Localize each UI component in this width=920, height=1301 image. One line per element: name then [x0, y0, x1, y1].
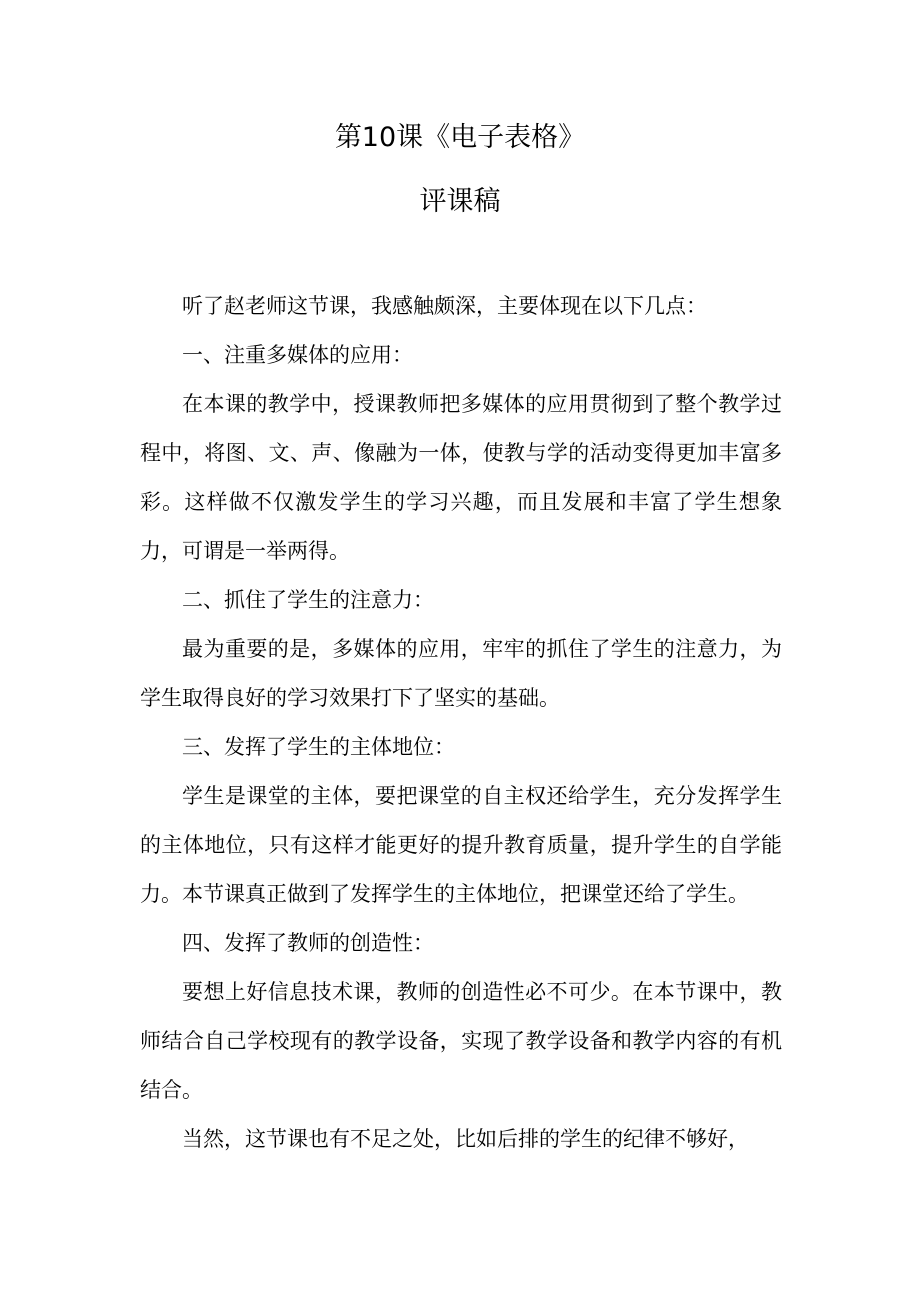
paragraph-point-1: 在本课的教学中，授课教师把多媒体的应用贯彻到了整个教学过程中，将图、文、声、像融为一体，使教与学的活动变得更加丰富多彩。这样做不仅激发学生的学习兴趣，而且发展和丰富了学生想象力，可谓是一举两得。: [140, 392, 782, 563]
heading-point-1: 一、注重多媒体的应用：: [182, 343, 413, 367]
paragraph-point-4: 要想上好信息技术课，教师的创造性必不可少。在本节课中，教师结合自己学校现有的教学设备，实现了教学设备和教学内容的有机结合。: [140, 980, 782, 1102]
paragraph-intro: 听了赵老师这节课，我感触颇深，主要体现在以下几点：: [182, 294, 707, 318]
heading-point-3: 三、发挥了学生的主体地位：: [182, 735, 455, 759]
paragraph-point-2: 最为重要的是，多媒体的应用，牢牢的抓住了学生的注意力，为学生取得良好的学习效果打下了坚实的基础。: [140, 637, 782, 710]
paragraph-point-3: 学生是课堂的主体，要把课堂的自主权还给学生，充分发挥学生的主体地位，只有这样才能更好的提升教育质量，提升学生的自学能力。本节课真正做到了发挥学生的主体地位，把课堂还给了学生。: [140, 784, 782, 906]
document-body: [140, 282, 782, 1164]
document-title: 第10课《电子表格》: [334, 122, 586, 153]
paragraph-shortcomings: 当然，这节课也有不足之处，比如后排的学生的纪律不够好，: [182, 1127, 749, 1151]
document-subtitle: 评课稿: [419, 186, 501, 217]
heading-point-4: 四、发挥了教师的创造性：: [182, 931, 434, 955]
heading-point-2: 二、抓住了学生的注意力：: [182, 588, 434, 612]
